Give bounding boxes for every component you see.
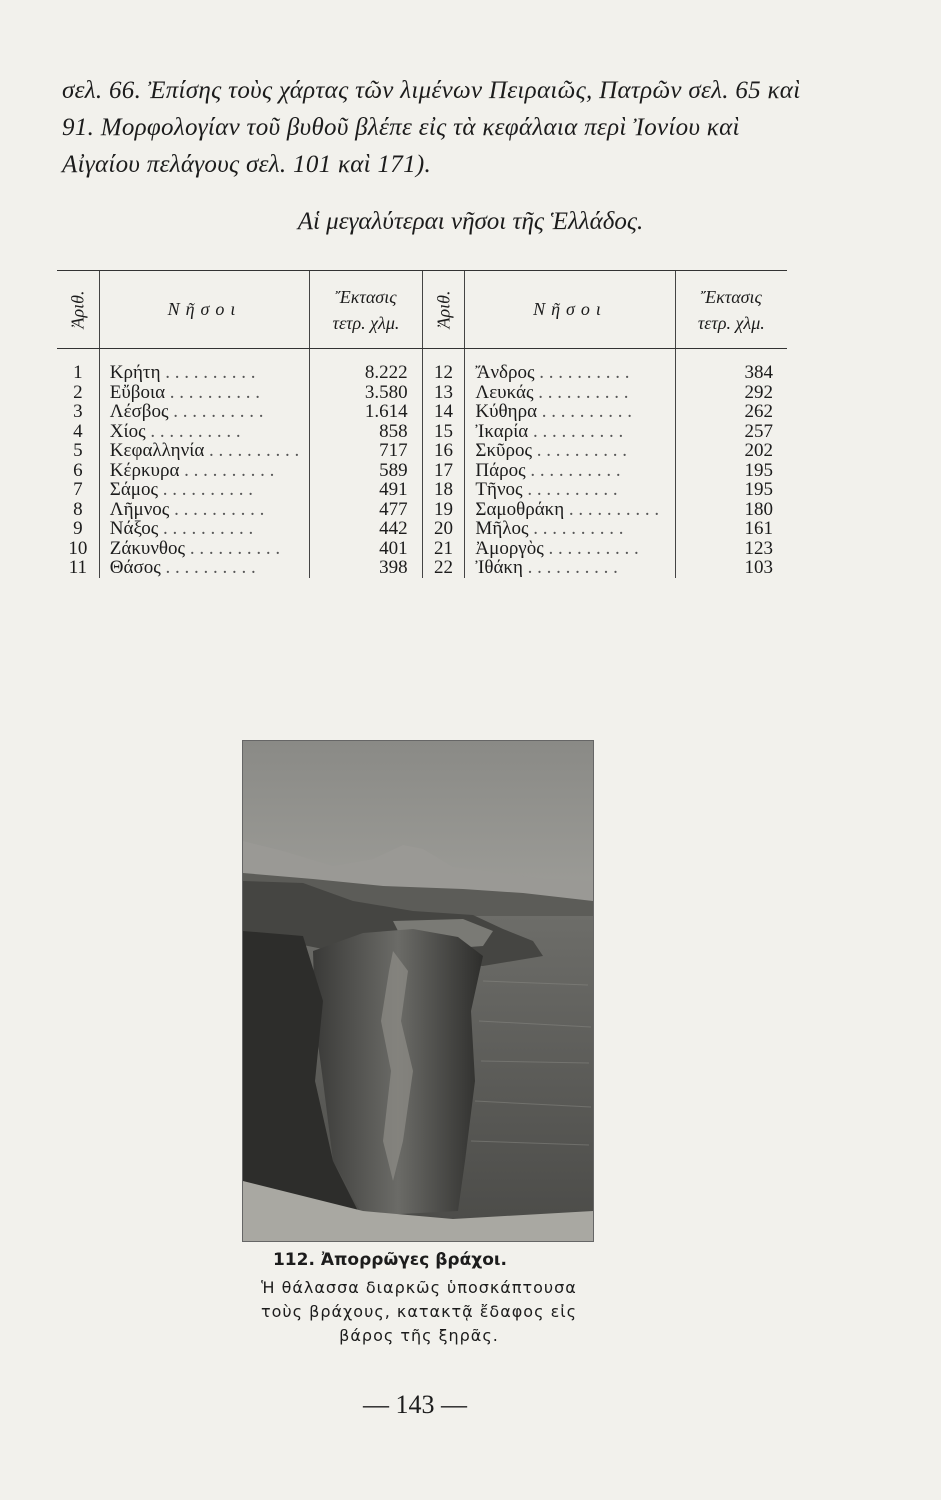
table-row	[57, 402, 787, 422]
island-area: 717	[310, 441, 422, 461]
island-number: 17	[422, 461, 465, 481]
island-number: 12	[422, 349, 465, 383]
island-area: 384	[675, 349, 787, 383]
island-name: Κέρκυρα . . .	[99, 461, 309, 481]
island-area: 103	[675, 558, 787, 578]
table-title: Αἱ μεγαλύτεραι νῆσοι τῆς Ἑλλάδος.	[297, 208, 644, 235]
cliff-photograph	[242, 740, 594, 1242]
island-number: 15	[422, 422, 465, 442]
island-number: 8	[73, 498, 83, 520]
island-area: 195	[675, 461, 787, 481]
island-area: 442	[310, 519, 422, 539]
island-area: 180	[675, 500, 787, 520]
island-name: Κεφαλληνία . . .	[99, 441, 309, 461]
island-number: 9	[73, 518, 83, 539]
island-area: 195	[675, 480, 787, 500]
figure-caption-title: 112. Ἀπορρῶγες βράχοι.	[272, 1250, 508, 1270]
header-number: Ἀριθ.	[57, 271, 99, 349]
table-body	[57, 349, 787, 578]
island-area: 3.580	[310, 383, 422, 403]
table-row	[57, 500, 787, 520]
island-number: 1	[73, 362, 83, 383]
island-name: Ζάκυνθος . . .	[99, 539, 309, 559]
island-area: 292	[675, 383, 787, 403]
island-name: Κύθηρα . . .	[465, 402, 675, 422]
island-name: Πάρος . . .	[465, 461, 675, 481]
island-name: Σαμοθράκη . . .	[465, 500, 675, 520]
table-row	[57, 519, 787, 539]
island-area: 1.614	[310, 402, 422, 422]
table-row	[57, 480, 787, 500]
island-area: 262	[675, 402, 787, 422]
island-name: Θάσος . . .	[99, 558, 309, 578]
island-number: 19	[422, 500, 465, 520]
island-number: 10	[68, 537, 88, 559]
island-number: 16	[422, 441, 465, 461]
island-area: 398	[310, 558, 422, 578]
island-area: 858	[310, 422, 422, 442]
header-area: Ἔκτασις τετρ. χλμ.	[310, 271, 422, 349]
island-name: Νάξος . . .	[99, 519, 309, 539]
island-area: 491	[310, 480, 422, 500]
table-header-row	[57, 271, 787, 349]
table-row	[57, 441, 787, 461]
table-row	[57, 558, 787, 578]
island-number: 13	[422, 383, 465, 403]
island-number: 14	[422, 402, 465, 422]
island-name: Σάμος . . .	[99, 480, 309, 500]
table-row	[57, 349, 787, 383]
table-row	[57, 539, 787, 559]
figure-caption-text: Ἡ θάλασσα διαρκῶς ὑποσκάπτουσα τοὺς βράχους, κατακτᾷ ἔδαφος εἰς βάρος τῆς ξηρᾶς.	[260, 1278, 578, 1345]
island-area: 477	[310, 500, 422, 520]
island-name: Λέσβος . . .	[99, 402, 309, 422]
island-area: 202	[675, 441, 787, 461]
header-area-2: Ἔκτασις τετρ. χλμ.	[675, 271, 787, 349]
island-name: Ἄνδρος . . .	[465, 349, 675, 383]
island-name: Μῆλος . . .	[465, 519, 675, 539]
island-number: 21	[422, 539, 465, 559]
island-area: 401	[310, 539, 422, 559]
island-number: 18	[422, 480, 465, 500]
island-name: Λευκάς . . .	[465, 383, 675, 403]
header-islands: Νῆσοι	[99, 271, 309, 349]
island-number: 5	[73, 440, 83, 461]
island-name: Λῆμνος . . .	[99, 500, 309, 520]
island-number: 4	[73, 420, 83, 442]
island-name: Σκῦρος . . .	[465, 441, 675, 461]
island-name: Εὔβοια . . .	[99, 383, 309, 403]
island-name: Τῆνος . . .	[465, 480, 675, 500]
island-area: 161	[675, 519, 787, 539]
page-number: — 143 —	[363, 1390, 467, 1419]
island-name: Κρήτη . . .	[99, 349, 309, 383]
header-islands-2: Νῆσοι	[465, 271, 675, 349]
island-number: 11	[68, 557, 88, 578]
island-area: 257	[675, 422, 787, 442]
island-number: 7	[73, 479, 83, 500]
island-number: 3	[73, 401, 83, 422]
islands-table	[57, 270, 787, 578]
table-row	[57, 383, 787, 403]
island-number: 2	[73, 381, 83, 403]
island-number: 6	[73, 459, 83, 481]
island-number: 20	[422, 519, 465, 539]
island-number: 22	[422, 558, 465, 578]
table-row	[57, 422, 787, 442]
intro-paragraph: σελ. 66. Ἐπίσης τοὺς χάρτας τῶν λιμένων Πειραιῶς, Πατρῶν σελ. 65 καὶ 91. Μορφολογίαν τοῦ βυθοῦ βλέπε εἰς τὰ κεφάλαια περὶ Ἰονίου καὶ Αἰγαίου πελάγους σελ. 101 καὶ 171).	[62, 77, 801, 178]
island-name: Χίος . . .	[99, 422, 309, 442]
island-area: 589	[310, 461, 422, 481]
island-area: 123	[675, 539, 787, 559]
island-name: Ἰθάκη . . .	[465, 558, 675, 578]
table-row	[57, 461, 787, 481]
header-number-2: Ἀριθ.	[422, 271, 465, 349]
island-name: Ἰκαρία . . .	[465, 422, 675, 442]
island-area: 8.222	[310, 349, 422, 383]
island-name: Ἀμοργὸς . . .	[465, 539, 675, 559]
